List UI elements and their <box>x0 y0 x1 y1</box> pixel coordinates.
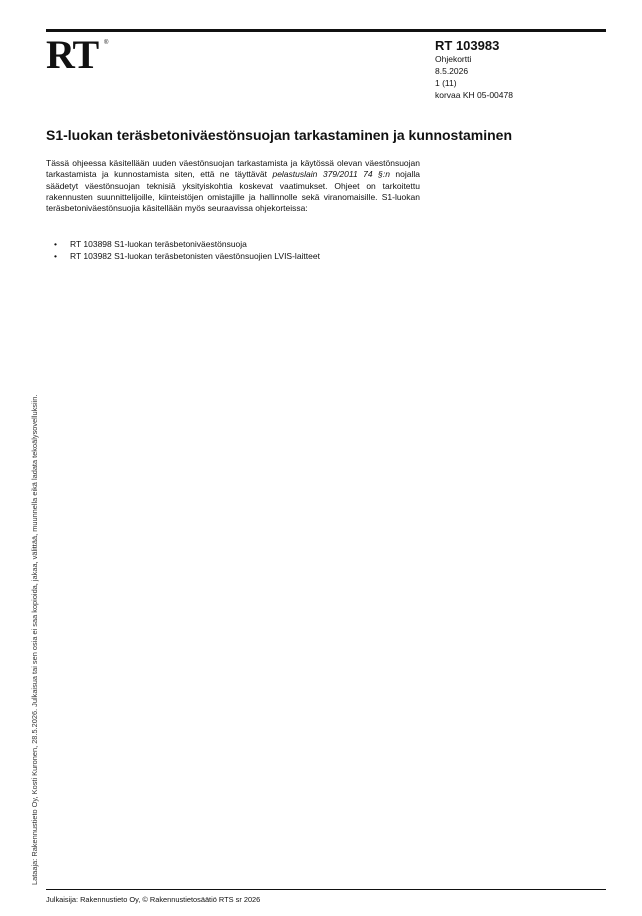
document-number: RT 103983 <box>435 38 500 53</box>
document-date: 8.5.2026 <box>435 66 469 76</box>
reference-text: RT 103898 S1-luokan teräsbetoniväestönsuoja <box>70 239 247 249</box>
intro-text-part-1: Tässä ohjeessa käsitellään uuden väestönsuojan tarkastamista ja käytössä olevan väestönsuojan tarkastamista ja kunnostamista siten, että ne täyttävät <box>46 158 420 180</box>
rt-logo: RT <box>46 32 99 77</box>
intro-paragraph <box>46 158 420 214</box>
reference-text: RT 103982 S1-luokan teräsbetonisten väestönsuojien LVIS-laitteet <box>70 251 320 261</box>
intro-text-part-2: nojalla säädetyt väestönsuojan teknisiä yksityiskohtia koskevat vaatimukset. Ohjeet on tarkoitettu rakennusten suunnittelijoille, kiinteistöjen omistajille ja hallinnolle sekä viranomaisille. S1-luokan teräsbetoniväestönsuojia käsitellään myös seuraavissa ohjekorteissa: <box>46 169 420 214</box>
publisher-footer: Julkaisija: Rakennustieto Oy, © Rakennustietosäätiö RTS sr 2026 <box>46 895 261 904</box>
bullet-icon: • <box>54 239 57 249</box>
reference-list <box>46 238 426 262</box>
reference-item <box>46 250 426 262</box>
document-type: Ohjekortti <box>435 54 472 64</box>
top-rule <box>46 29 606 32</box>
page-indicator: 1 (11) <box>435 78 457 88</box>
reference-item <box>46 238 426 250</box>
law-reference: pelastuslain 379/2011 74 §:n <box>272 169 390 180</box>
bottom-rule <box>46 889 606 890</box>
bullet-icon: • <box>54 251 57 261</box>
document-meta <box>435 38 605 101</box>
document-title: S1-luokan teräsbetoniväestönsuojan tarkastaminen ja kunnostaminen <box>46 127 513 143</box>
replaces-note: korvaa KH 05-00478 <box>435 90 513 100</box>
download-notice: Lataaja: Rakennustieto Oy, Kosti Kuronen, 28.5.2026. Julkaisua tai sen osia ei saa kopioida, jakaa, välittää, muunnella eikä ladata tekoälysovelluksiin. <box>30 394 39 885</box>
registered-mark: ® <box>104 40 109 46</box>
